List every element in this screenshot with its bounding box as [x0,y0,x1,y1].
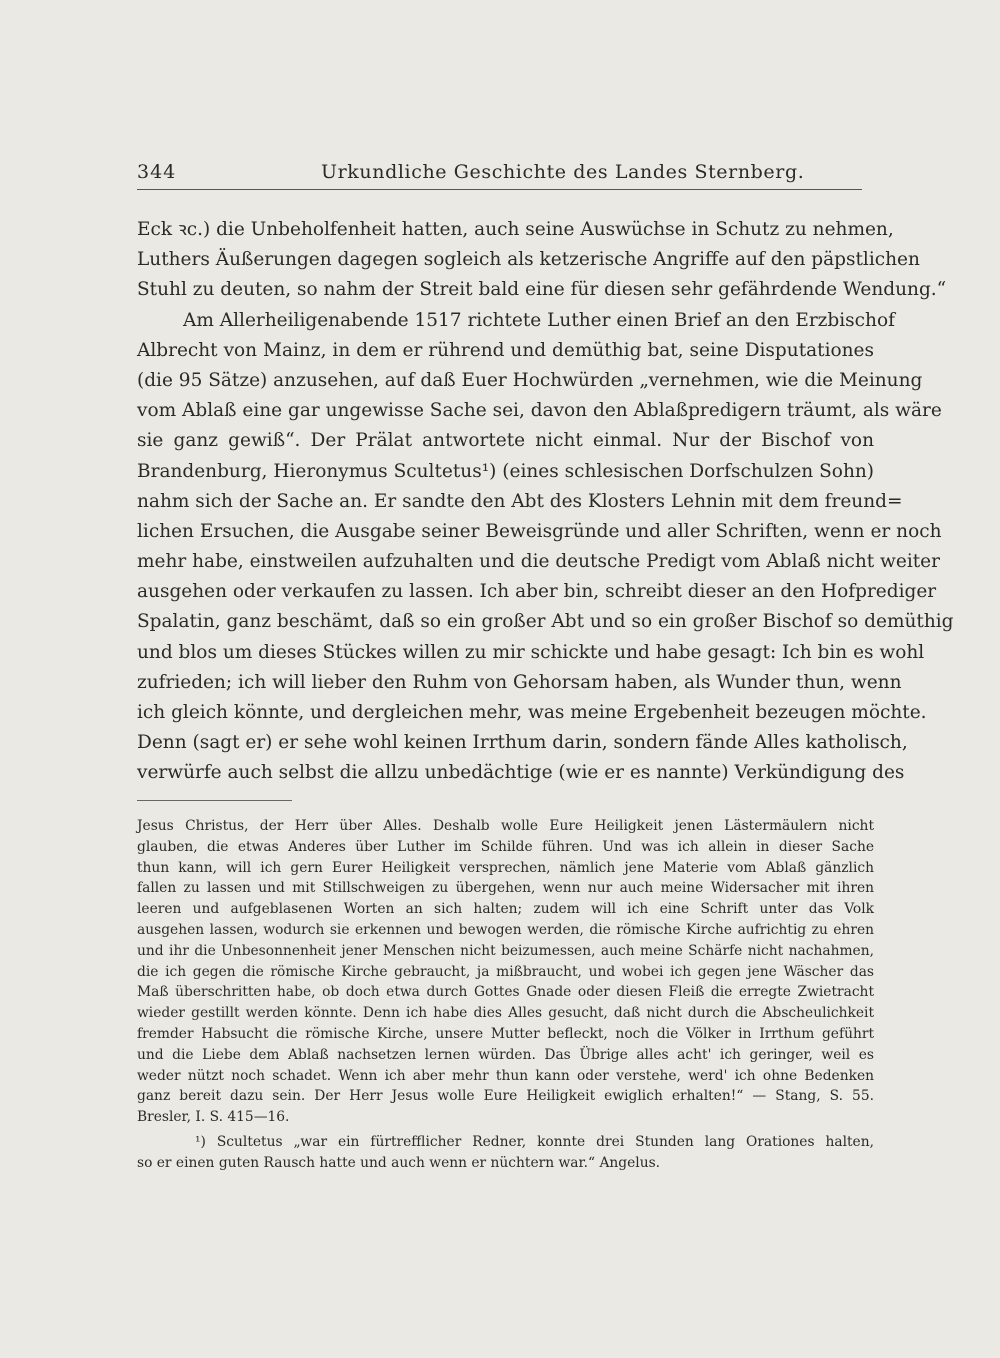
text-line: (die 95 Sätze) anzusehen, auf daß Euer Hochwürden „vernehmen, wie die Meinung [137,369,923,391]
footnote-rule [137,800,292,801]
text-line: Luthers Äußerungen dagegen sogleich als ketzerische Angriffe auf den päpstlichen [137,249,920,271]
footnote-line: leeren und aufgeblasenen Worten an sich halten; zudem will ich eine Schrift unter das Volk [137,901,874,918]
text-line: Eck ꝛc.) die Unbeholfenheit hatten, auch seine Auswüchse in Schutz zu nehmen, [137,219,894,240]
footnote-line: Jesus Christus, der Herr über Alles. Deshalb wolle Eure Heiligkeit jenen Lästermäulern nicht [137,818,874,834]
footnote-line: fallen zu lassen und mit Stillschweigen zu übergehen, wenn nur auch meine Widersacher mit ihren [137,880,874,897]
text-line: Stuhl zu deuten, so nahm der Streit bald eine für diesen sehr gefährdende Wendung.“ [137,279,947,301]
footnote-line: weder nützt noch schadet. Wenn ich aber mehr thun kann oder verstehe, werd' ich ohne Bedenken [137,1067,874,1084]
footnotes [137,816,874,1174]
text-line: ausgehen oder verkaufen zu lassen. Ich aber bin, schreibt dieser an den Hofprediger [137,581,937,603]
footnote-1-line: so er einen guten Rausch hatte und auch wenn er nüchtern war.“ Angelus. [137,1154,661,1171]
footnote-line: ganz bereit dazu sein. Der Herr Jesus wolle Eure Heiligkeit ewiglich erhalten!“ — Stang, S. 55. [137,1088,874,1105]
text-line: und blos um dieses Stückes willen zu mir schickte und habe gesagt: Ich bin es wohl [137,641,925,663]
footnote-line: und die Liebe dem Ablaß nachsetzen lernen würden. Das Übrige alles acht' ich geringer, weil es [137,1046,874,1063]
text-line: Albrecht von Mainz, in dem er rührend und demüthig bat, seine Disputationes [137,339,874,361]
text-line: zufrieden; ich will lieber den Ruhm von Gehorsam haben, als Wunder thun, wenn [137,671,902,693]
text-line: vom Ablaß eine gar ungewisse Sache sei, davon den Ablaßpredigern träumt, als wäre [137,400,942,422]
header-rule [137,189,862,190]
footnote-line: thun kann, will ich gern Eurer Heiligkeit versprechen, nämlich jene Materie vom Ablaß gänzlich [137,859,874,876]
page-number: 344 [137,161,177,183]
text-line: nahm sich der Sache an. Er sandte den Abt des Klosters Lehnin mit dem freund= [137,490,903,512]
text-line: lichen Ersuchen, die Ausgabe seiner Beweisgründe und aller Schriften, wenn er noch [137,520,942,542]
footnote-line: glauben, die etwas Anderes über Luther im Schilde führen. Und was ich allein in dieser Sache [137,838,874,855]
text-line: mehr habe, einstweilen aufzuhalten und die deutsche Predigt vom Ablaß nicht weiter [137,551,940,573]
running-title: Urkundliche Geschichte des Landes Sternberg. [321,161,805,183]
footnote-line: Maß überschritten habe, ob doch etwa durch Gottes Gnade oder diesen Fleiß die erregte Zwietracht [137,984,874,1001]
footnote-line: und ihr die Unbesonnenheit jener Menschen nicht beizumessen, auch meine Schärfe nicht nachahmen, [137,942,874,959]
footnote-line: ausgehen lassen, wodurch sie erkennen und bewogen werden, die römische Kirche aufrichtig zu ehren [137,921,874,938]
footnote-line: Bresler, I. S. 415—16. [137,1109,290,1126]
main-text [137,215,954,789]
page-header [137,155,862,191]
text-line: Denn (sagt er) er sehe wohl keinen Irrthum darin, sondern fände Alles katholisch, [137,732,908,754]
footnote-1-line: ¹) Scultetus „war ein fürtrefflicher Redner, konnte drei Stunden lang Orationes halten, [195,1133,874,1150]
text-line: sie ganz gewiß“. Der Prälat antwortete nicht einmal. Nur der Bischof von [137,430,874,452]
footnote-line: die ich gegen die römische Kirche gebraucht, ja mißbraucht, und wobei ich gegen jene Wäscher das [137,963,874,980]
text-line: Spalatin, ganz beschämt, daß so ein großer Abt und so ein großer Bischof so demüthig [137,611,954,633]
text-line: verwürfe auch selbst die allzu unbedächtige (wie er es nannte) Verkündigung des [137,762,905,784]
text-line: Brandenburg, Hieronymus Scultetus¹) (eines schlesischen Dorfschulzen Sohn) [137,460,874,482]
footnote-line: fremder Habsucht die römische Kirche, unsere Mutter befleckt, noch die Völker in Irrthum geführt [137,1025,874,1042]
text-line: Am Allerheiligenabende 1517 richtete Luther einen Brief an den Erzbischof [183,309,895,331]
footnote-line: wieder gestillt werden könnte. Denn ich habe dies Alles gesucht, daß nicht durch die Abscheulichkeit [137,1005,874,1022]
text-line: ich gleich könnte, und dergleichen mehr, was meine Ergebenheit bezeugen möchte. [137,702,927,723]
